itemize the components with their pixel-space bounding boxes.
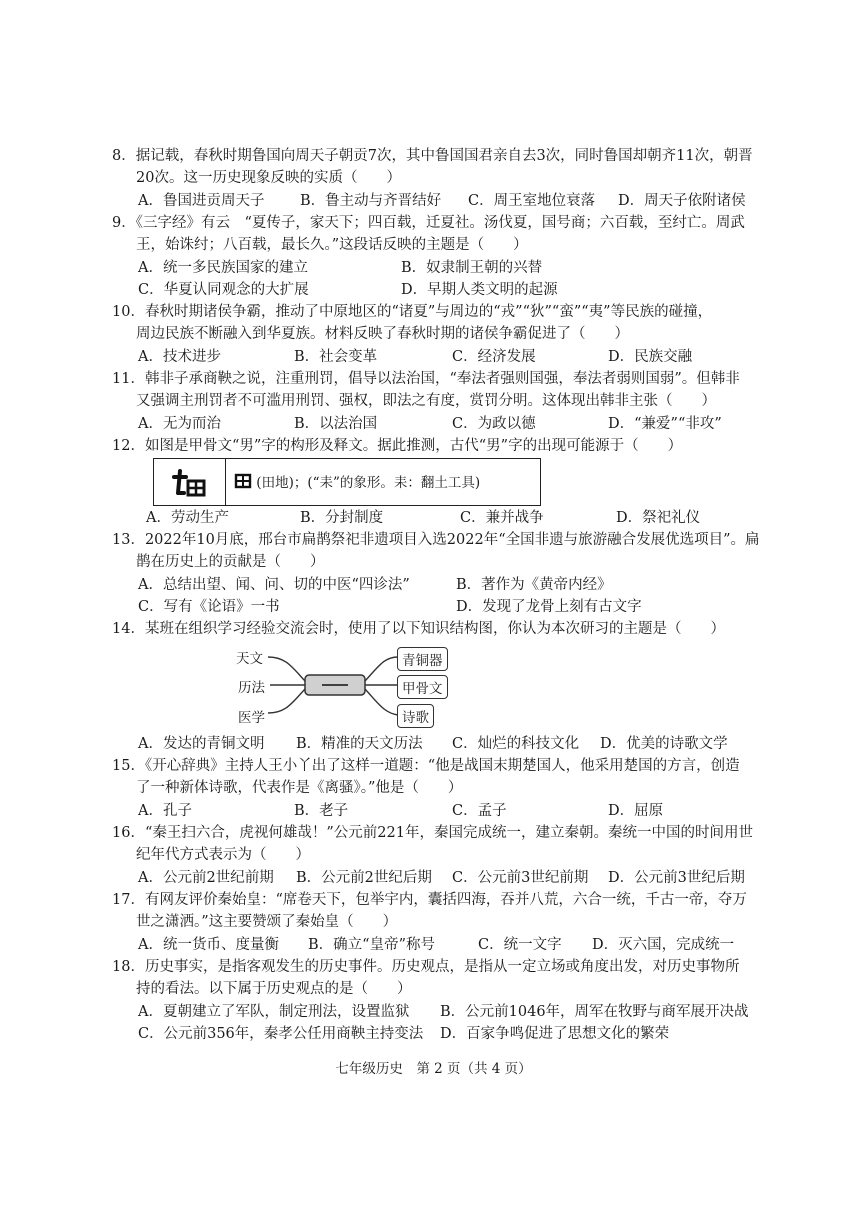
oracle-bone-table <box>153 458 541 506</box>
oracle-bone-nan-glyph <box>154 459 226 505</box>
q17-line2: 世之潇洒。”这主要赞颂了秦始皇（ ） <box>136 914 398 930</box>
q8-option-d: D．周天子依附诸侯 <box>618 193 746 209</box>
q8-line1: 8．据记载，春秋时期鲁国向周天子朝贡7次，其中鲁国国君亲自去3次，同时鲁国却朝齐11次，朝晋 <box>112 148 753 164</box>
mindmap-right-box-1: 青铜器 <box>397 647 448 671</box>
q10-option-a: A．技术进步 <box>138 349 221 365</box>
q13-option-a: A．总结出望、闻、问、切的中医“四诊法” <box>138 577 410 593</box>
mindmap-right-box-2: 甲骨文 <box>397 675 448 699</box>
q16-option-b: B．公元前2世纪后期 <box>296 870 432 886</box>
q13-option-c: C．写有《论语》一书 <box>138 599 280 615</box>
q11-option-c: C．为政以德 <box>452 416 536 432</box>
q8-option-c: C．周王室地位衰落 <box>468 193 596 209</box>
q10-line1: 10．春秋时期诸侯争霸，推动了中原地区的“诸夏”与周边的“戎”“狄”“蛮”“夷”等民族的碰撞， <box>112 304 713 320</box>
q10-option-d: D．民族交融 <box>608 349 693 365</box>
q8-option-a: A．鲁国进贡周天子 <box>138 193 265 209</box>
q16-line2: 纪年代方式表示为（ ） <box>136 847 310 863</box>
mindmap-left-label-2: 历法 <box>238 680 265 696</box>
q10-option-b: B．社会变革 <box>294 349 378 365</box>
q16-option-a: A．公元前2世纪前期 <box>138 870 274 886</box>
mindmap-right-box-3: 诗歌 <box>397 704 434 728</box>
page-footer: 七年级历史 第 2 页（共 4 页） <box>335 1061 532 1077</box>
q14-line1: 14．某班在组织学习经验交流会时，使用了以下知识结构图，你认为本次研习的主题是（ ） <box>112 621 725 637</box>
q14-option-c: C．灿烂的科技文化 <box>452 736 580 752</box>
q12-option-a: A．劳动生产 <box>146 510 229 526</box>
q18-line1: 18．历史事实，是指客观发生的历史事件。历史观点，是指从一定立场或角度出发，对历史事物所 <box>112 959 740 975</box>
q15-option-a: A．孔子 <box>138 803 192 819</box>
q16-option-c: C．公元前3世纪前期 <box>452 870 589 886</box>
q17-option-b: B．确立“皇帝”称号 <box>308 937 435 953</box>
q10-line2: 周边民族不断融入到华夏族。材料反映了春秋时期的诸侯争霸促进了（ ） <box>136 326 629 342</box>
mindmap-left-label-3: 医学 <box>238 710 265 726</box>
q13-option-d: D．发现了龙骨上刻有古文字 <box>456 599 642 615</box>
q16-option-d: D．公元前3世纪后期 <box>608 870 745 886</box>
q15-line2: 了一种新体诗歌，代表作是《离骚》。”他是（ ） <box>136 780 463 796</box>
q11-line2: 又强调主刑罚者不可滥用刑罚、强权，即法之有度，赏罚分明。这体现出韩非主张（ ） <box>136 393 716 409</box>
q18-option-b: B．公元前1046年，周军在牧野与商军展开决战 <box>440 1004 749 1020</box>
q17-option-d: D．灭六国，完成统一 <box>592 937 735 953</box>
q18-option-c: C．公元前356年，秦孝公任用商鞅主持变法 <box>138 1026 424 1042</box>
q9-option-c: C．华夏认同观念的大扩展 <box>138 282 309 298</box>
q11-option-b: B．以法治国 <box>294 416 378 432</box>
oracle-bone-explanation-text: (田地)；(“耒”的象形。耒：翻土工具) <box>256 475 481 491</box>
q9-option-b: B．奴隶制王朝的兴替 <box>401 260 543 276</box>
q15-option-b: B．老子 <box>294 803 349 819</box>
q15-option-c: C．孟子 <box>452 803 507 819</box>
q11-option-d: D．“兼爱”“非攻” <box>608 416 722 432</box>
q17-line1: 17．有网友评价秦始皇：“席卷天下，包举宇内，囊括四海，吞并八荒，六合一统，千古一帝，夺万 <box>112 892 747 908</box>
q12-option-b: B．分封制度 <box>300 510 384 526</box>
q9-line1: 9．《三字经》有云 “夏传子，家天下；四百载，迁夏社。汤伐夏，国号商；六百载，至纣亡。周武 <box>112 215 745 231</box>
q13-line1: 13．2022年10月底，邢台市扁鹊祭祀非遗项目入选2022年“全国非遗与旅游融合发展优选项目”。扁 <box>112 532 760 548</box>
q8-line2: 20次。这一历史现象反映的实质（ ） <box>136 170 401 186</box>
q15-option-d: D．屈原 <box>608 803 664 819</box>
q17-option-a: A．统一货币、度量衡 <box>138 937 279 953</box>
q9-line2: 王，始诛纣；八百载，最长久。”这段话反映的主题是（ ） <box>136 237 528 253</box>
q12-option-c: C．兼并战争 <box>460 510 544 526</box>
q10-option-c: C．经济发展 <box>452 349 536 365</box>
q13-line2: 鹊在历史上的贡献是（ ） <box>136 554 325 570</box>
oracle-bone-nan-icon <box>154 459 226 505</box>
q11-option-a: A．无为而治 <box>138 416 221 432</box>
q14-option-b: B．精准的天文历法 <box>296 736 423 752</box>
q17-option-c: C．统一文字 <box>478 937 562 953</box>
q16-line1: 16．“秦王扫六合，虎视何雄哉！”公元前221年，秦国完成统一，建立秦朝。秦统一中国的时间用世 <box>112 825 753 841</box>
q9-option-d: D．早期人类文明的起源 <box>401 282 558 298</box>
q18-line2: 持的看法。以下属于历史观点的是（ ） <box>136 981 412 997</box>
q11-line1: 11．韩非子承商鞅之说，注重刑罚，倡导以法治国，“奉法者强则国强，奉法者弱则国弱”。但韩非 <box>112 371 740 387</box>
q14-option-a: A．发达的青铜文明 <box>138 736 265 752</box>
q12-option-d: D．祭祀礼仪 <box>616 510 701 526</box>
q18-option-a: A．夏朝建立了军队，制定刑法，设置监狱 <box>138 1004 410 1020</box>
field-glyph-icon <box>234 473 252 489</box>
oracle-bone-explanation <box>234 471 480 491</box>
q9-option-a: A．统一多民族国家的建立 <box>138 260 308 276</box>
q18-option-d: D．百家争鸣促进了思想文化的繁荣 <box>440 1026 670 1042</box>
q13-option-b: B．著作为《黄帝内经》 <box>456 577 612 593</box>
q15-line1: 15．《开心辞典》主持人王小丫出了这样一道题：“他是战国末期楚国人，他采用楚国的方言，创造 <box>112 758 740 774</box>
q12-line1: 12．如图是甲骨文“男”字的构形及释文。据此推测，古代“男”字的出现可能源于（ ） <box>112 438 683 454</box>
knowledge-structure-diagram <box>230 645 460 727</box>
q8-option-b: B．鲁主动与齐晋结好 <box>300 193 442 209</box>
mindmap-left-label-1: 天文 <box>236 651 263 667</box>
q14-option-d: D．优美的诗歌文学 <box>600 736 728 752</box>
